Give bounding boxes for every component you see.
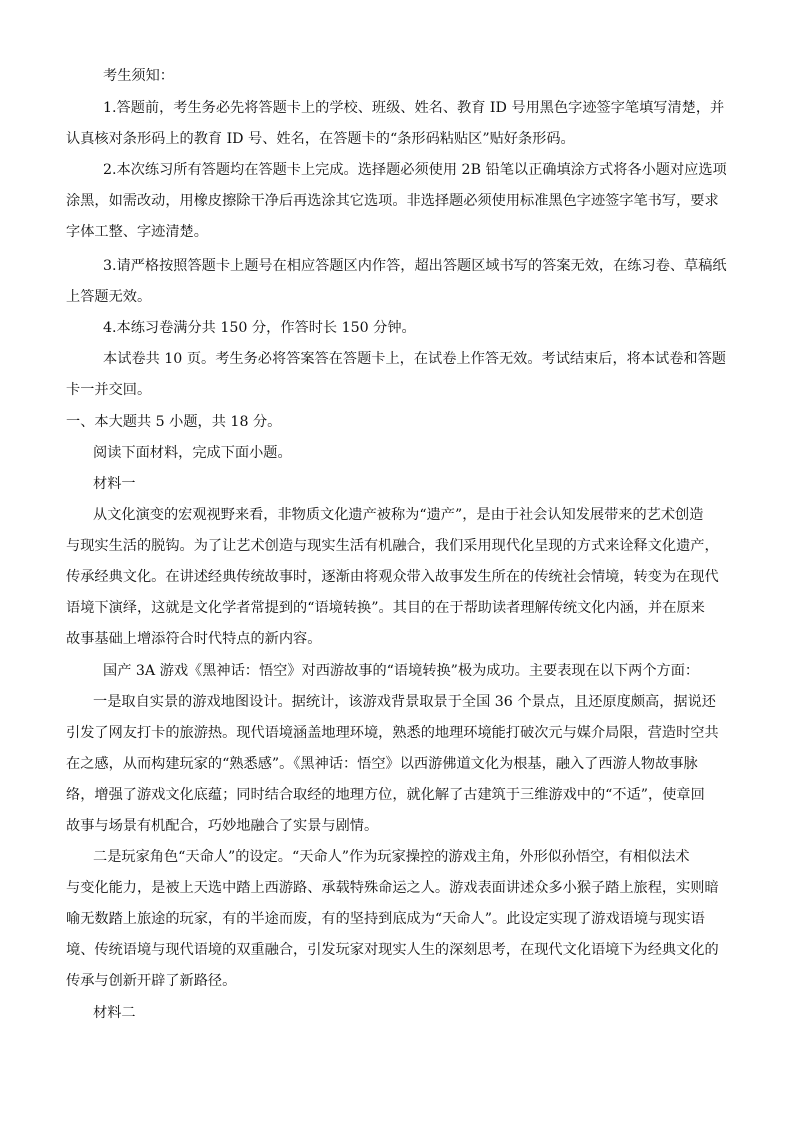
paragraph-3-line-3: 在之感，从而构建玩家的“熟悉感”。《黑神话：悟空》以西游佛道文化为根基，融入了西游人物故事脉 — [66, 756, 698, 772]
paragraph-4-line-5: 传承与创新开辟了新路径。 — [66, 973, 237, 989]
paragraph-2: 国产 3A 游戏《黑神话：悟空》对西游故事的“语境转换”极为成功。主要表现在以下两个方面： — [103, 663, 700, 679]
paragraph-3-line-2: 引发了网友打卡的旅游热。现代语境涵盖地理环境，熟悉的地理环境能打破次元与媒介局限，营造时空共 — [66, 725, 719, 741]
exam-info-line-1: 本试卷共 10 页。考生务必将答案答在答题卡上，在试卷上作答无效。考试结束后，将本试卷和答题 — [103, 351, 726, 367]
notice-item-2-line-1: 2.本次练习所有答题均在答题卡上完成。选择题必须使用 2B 铅笔以正确填涂方式将各小题对应选项 — [103, 162, 727, 178]
notice-item-3-line-2: 上答题无效。 — [66, 289, 152, 305]
paragraph-4-line-2: 与变化能力，是被上天选中踏上西游路、承载特殊命运之人。游戏表面讲述众多小猴子踏上旅程，实则暗 — [66, 880, 719, 896]
paragraph-1-line-5: 故事基础上增添符合时代特点的新内容。 — [66, 631, 322, 647]
exam-info-line-2: 卡一并交回。 — [66, 382, 152, 398]
section-title: 一、本大题共 5 小题，共 18 分。 — [66, 414, 282, 430]
paragraph-1-line-3: 传承经典文化。在讲述经典传统故事时，逐渐由将观众带入故事发生所在的传统社会情境，转变为在现代 — [66, 569, 719, 585]
notice-heading: 考生须知： — [103, 68, 174, 84]
material-1-label: 材料一 — [93, 476, 136, 492]
notice-item-4: 4.本练习卷满分共 150 分，作答时长 150 分钟。 — [103, 320, 416, 336]
paragraph-3-line-5: 故事与场景有机配合，巧妙地融合了实景与剧情。 — [66, 818, 379, 834]
notice-item-2-line-2: 涂黑，如需改动，用橡皮擦除干净后再选涂其它选项。非选择题必须使用标准黑色字迹签字笔书写，要求 — [66, 193, 719, 209]
paragraph-3-line-1: 一是取自实景的游戏地图设计。据统计，该游戏背景取景于全国 36 个景点，且还原度颇高，据说还 — [93, 694, 716, 710]
paragraph-1-line-4: 语境下演绎，这就是文化学者常提到的“语境转换”。其目的在于帮助读者理解传统文化内涵，并在原来 — [66, 600, 705, 616]
section-instruction: 阅读下面材料，完成下面小题。 — [93, 445, 292, 461]
paragraph-4-line-1: 二是玩家角色“天命人”的设定。“天命人”作为玩家操控的游戏主角，外形似孙悟空，有相似法术 — [93, 849, 690, 865]
notice-item-1-line-2: 认真核对条形码上的教育 ID 号、姓名，在答题卡的“条形码粘贴区”贴好条形码。 — [66, 131, 575, 147]
material-2-label: 材料二 — [93, 1005, 136, 1021]
notice-item-2-line-3: 字体工整、字迹清楚。 — [66, 224, 208, 240]
paragraph-4-line-3: 喻无数踏上旅途的玩家，有的半途而废，有的坚持到底成为“天命人”。此设定实现了游戏语境与现实语 — [66, 911, 705, 927]
notice-item-1-line-1: 1.答题前，考生务必先将答题卡上的学校、班级、姓名、教育 ID 号用黑色字迹签字笔填写清楚，并 — [103, 100, 725, 116]
paragraph-4-line-4: 境、传统语境与现代语境的双重融合，引发玩家对现实人生的深刻思考，在现代文化语境下为经典文化的 — [66, 942, 719, 958]
paragraph-1-line-1: 从文化演变的宏观视野来看，非物质文化遗产被称为“遗产”，是由于社会认知发展带来的艺术创造 — [93, 507, 704, 523]
notice-item-3-line-1: 3.请严格按照答题卡上题号在相应答题区内作答，超出答题区域书写的答案无效，在练习卷、草稿纸 — [103, 258, 727, 274]
paragraph-3-line-4: 络，增强了游戏文化底蕴；同时结合取经的地理方位，就化解了古建筑于三维游戏中的“不适”，使章回 — [66, 787, 705, 803]
paragraph-1-line-2: 与现实生活的脱钩。为了让艺术创造与现实生活有机融合，我们采用现代化呈现的方式来诠释文化遗产， — [66, 538, 719, 554]
